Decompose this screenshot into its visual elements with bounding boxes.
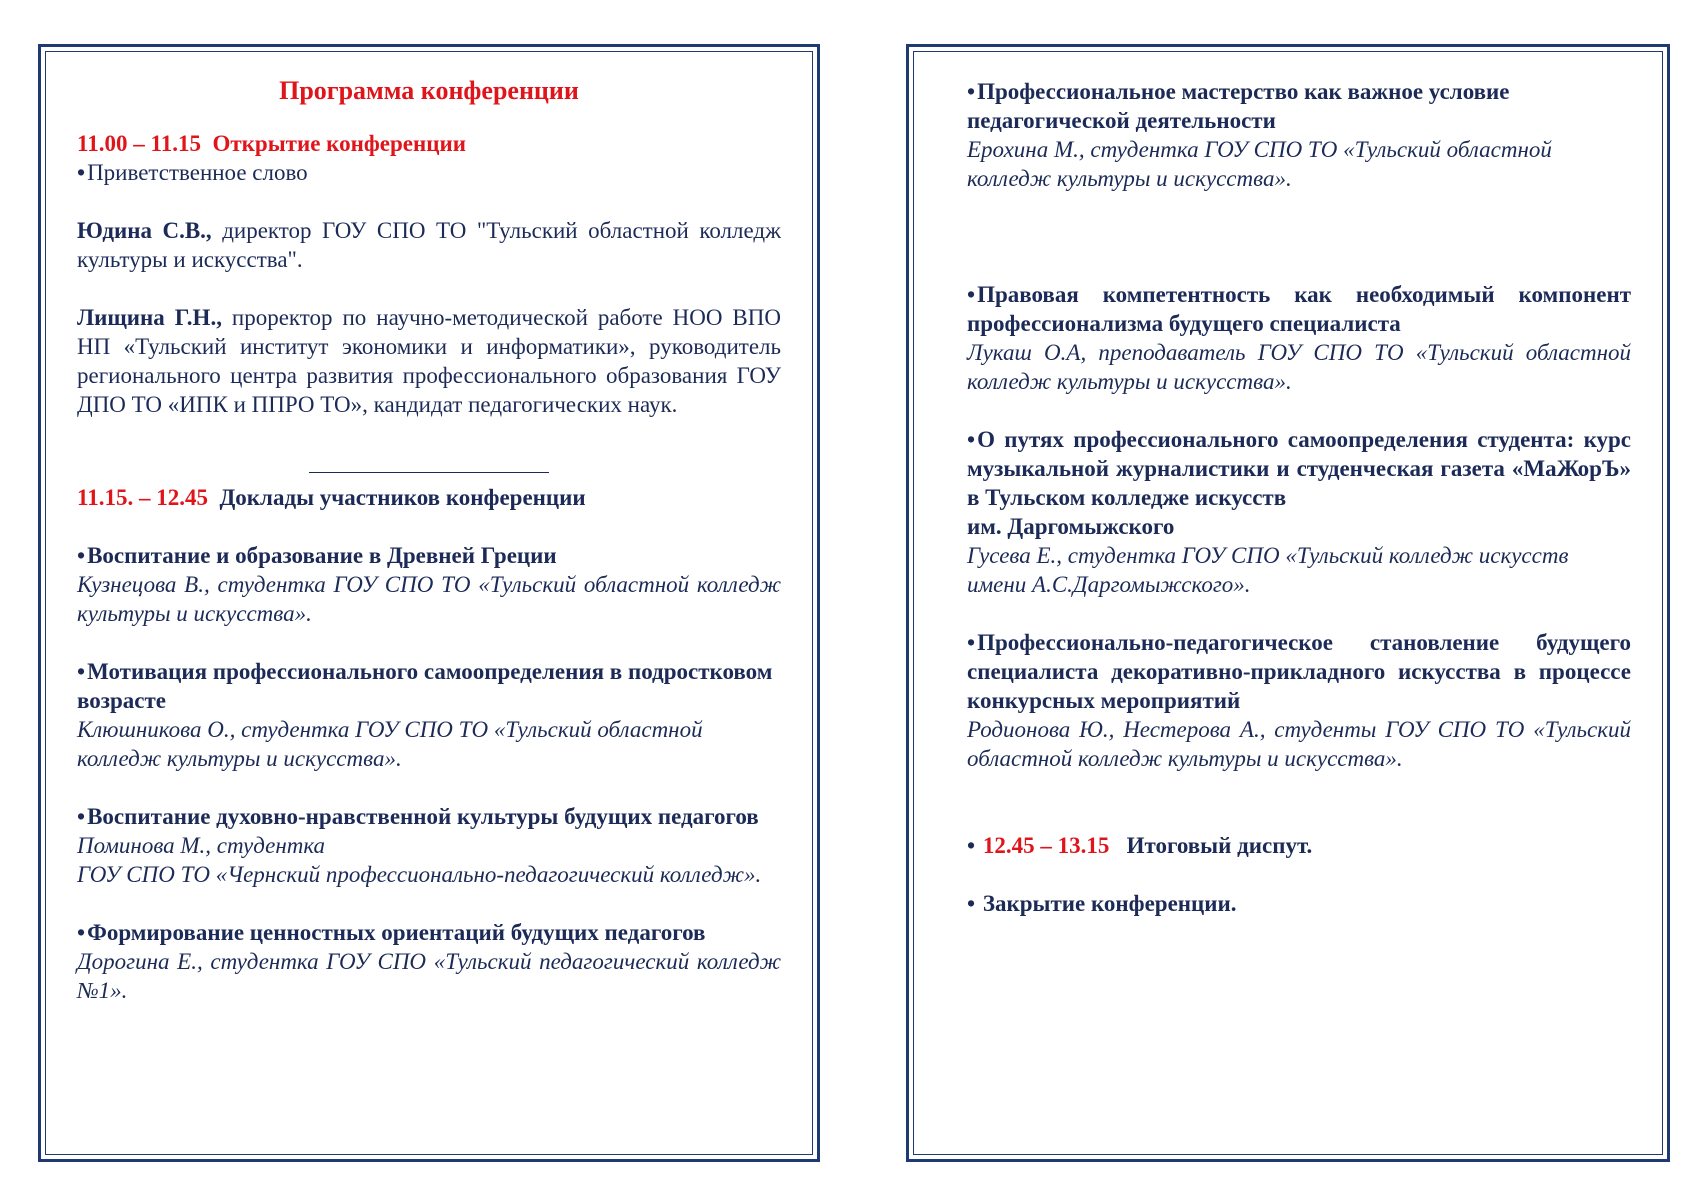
report-4-title	[77, 918, 781, 947]
reports-session-heading	[77, 483, 781, 512]
report-7-author: Гусева Е., студентка ГОУ СПО «Тульский колледж искусств имени А.С.Даргомыжского».	[967, 543, 1569, 597]
report-6-author: Лукаш О.А, преподаватель ГОУ СПО ТО «Тульский областной колледж культуры и искусства».	[967, 340, 1631, 394]
separator-line	[77, 457, 781, 475]
left-page-content	[77, 75, 781, 1005]
reports-time: 11.15. – 12.45	[77, 485, 208, 510]
final-discussion	[967, 831, 1631, 860]
final-time: 12.45 – 13.15	[982, 833, 1110, 858]
report-2-author: Клюшникова О., студентка ГОУ СПО ТО «Тульский областной колледж культуры и искусства».	[77, 717, 703, 771]
report-5-author: Ерохина М., студентка ГОУ СПО ТО «Тульский областной колледж культуры и искусства».	[967, 137, 1552, 191]
report-6-title	[967, 280, 1631, 338]
report-8-title	[967, 628, 1631, 715]
right-page-content	[967, 77, 1631, 918]
welcome-text: Приветственное слово	[87, 160, 308, 185]
report-1-title-text: Воспитание и образование в Древней Греции	[87, 543, 557, 568]
final-label: Итоговый диспут.	[1126, 833, 1313, 858]
report-3-title-text: Воспитание духовно-нравственной культуры будущих педагогов	[87, 804, 759, 829]
report-2-title-text: Мотивация профессионального самоопределения в подростковом возрасте	[77, 659, 773, 713]
speaker-1	[77, 216, 781, 274]
report-1-title	[77, 541, 781, 570]
report-4-author: Дорогина Е., студентка ГОУ СПО «Тульский педагогический колледж №1».	[77, 949, 781, 1003]
closing	[967, 889, 1631, 918]
report-7-title-text: О путях профессионального самоопределения студента: курс музыкальной журналистики и студенческая газета «МаЖорЪ» в Тульском колледже искусств им. Даргомыжского	[967, 427, 1631, 539]
report-6-title-text: Правовая компетентность как необходимый компонент профессионализма будущего специалиста	[967, 282, 1631, 336]
speaker-1-name: Юдина С.В.,	[77, 218, 212, 243]
report-4-title-text: Формирование ценностных ориентаций будущих педагогов	[87, 920, 706, 945]
report-1-author: Кузнецова В., студентка ГОУ СПО ТО «Тульский областной колледж культуры и искусства».	[77, 572, 781, 626]
report-7-title	[967, 425, 1631, 541]
speaker-2-name: Лищина Г.Н.,	[77, 305, 222, 330]
closing-label: Закрытие конференции.	[982, 891, 1237, 916]
program-title: Программа конференции	[279, 76, 579, 105]
report-2-title	[77, 657, 781, 715]
report-3-author: Поминова М., студентка ГОУ СПО ТО «Чернский профессионально-педагогический колледж».	[77, 833, 762, 887]
right-page	[906, 44, 1670, 1162]
speaker-2	[77, 303, 781, 419]
report-3-title	[77, 802, 781, 831]
report-8-title-text: Профессионально-педагогическое становление будущего специалиста декоративно-прикладного искусства в процессе конкурсных мероприятий	[967, 630, 1631, 713]
opening-label: Открытие конференции	[212, 131, 466, 156]
speaker-1-desc: директор ГОУ СПО ТО "Тульский областной колледж культуры и искусства".	[77, 218, 781, 272]
welcome-bullet	[77, 158, 781, 187]
speaker-2-desc: проректор по научно-методической работе НОО ВПО НП «Тульский институт экономики и информатики», руководитель регионального центра развития профессионального образования ГОУ ДПО ТО «ИПК и ППРО ТО», кандидат педагогических наук.	[77, 305, 781, 417]
opening-session-heading	[77, 129, 781, 158]
report-5-title-text: Профессиональное мастерство как важное условие педагогической деятельности	[967, 79, 1510, 133]
left-page	[38, 44, 820, 1162]
report-8-author: Родионова Ю., Нестерова А., студенты ГОУ СПО ТО «Тульский областной колледж культуры и искусства».	[967, 717, 1631, 771]
reports-label: Доклады участников конференции	[219, 485, 586, 510]
opening-time: 11.00 – 11.15	[77, 131, 201, 156]
report-5-title	[967, 77, 1631, 135]
